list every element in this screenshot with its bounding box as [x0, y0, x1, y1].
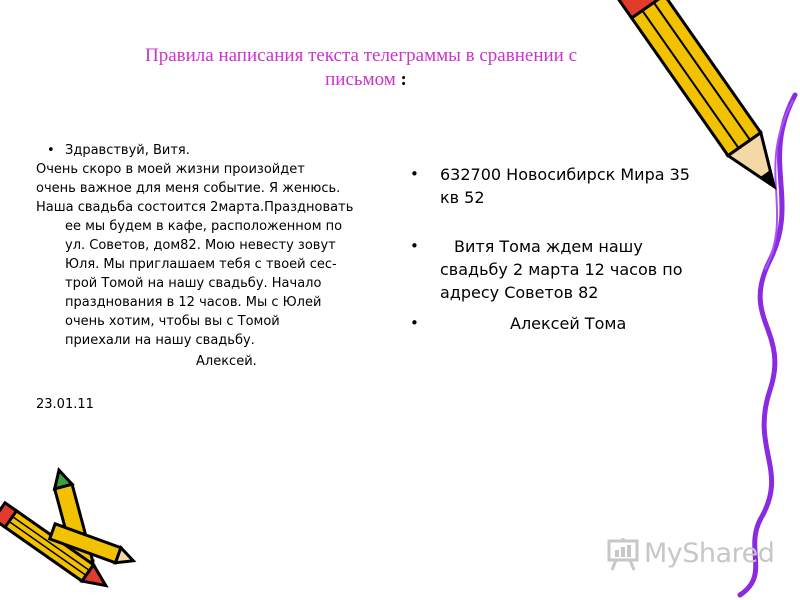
telegram-address-item	[410, 163, 710, 209]
telegram-signature: Алексей Тома	[510, 314, 627, 333]
bullet-icon: •	[410, 237, 419, 255]
title-line-1: Правила написания текста телеграммы в сравнении с	[145, 45, 577, 66]
letter-paragraph-line: очень хотим, чтобы вы с Томой	[65, 314, 280, 329]
letter-paragraph-line: празднования в 12 часов. Мы с Юлей	[65, 295, 322, 310]
letter-greeting-item	[36, 141, 381, 160]
watermark-text: MyShared	[644, 538, 775, 569]
telegram-message-item	[410, 235, 710, 304]
letter-column	[36, 141, 381, 414]
letter-paragraph-line: Наша свадьба состоится 2марта.Праздновать	[36, 200, 354, 215]
letter-paragraph	[36, 198, 381, 350]
letter-paragraph-line: Юля. Мы приглашаем тебя с твоей сес-	[65, 257, 337, 272]
telegram-message: Витя Тома ждем нашу свадьбу 2 марта 12 часов по адресу Советов 82	[440, 237, 683, 302]
letter-paragraph-line: приехали на нашу свадьбу.	[65, 333, 255, 348]
letter-paragraph-line: ее мы будем в кафе, расположенном по	[65, 219, 343, 234]
presentation-board-icon	[606, 536, 642, 572]
title-line-2-text: письмом	[325, 69, 396, 90]
telegram-column	[410, 163, 710, 335]
bullet-icon: •	[410, 165, 419, 183]
letter-paragraph-line: трой Томой на нашу свадьбу. Начало	[65, 276, 322, 291]
telegram-signature-item	[410, 312, 710, 335]
letter-line: Очень скоро в моей жизни произойдет	[36, 162, 305, 177]
letter-signature: Алексей.	[196, 354, 257, 369]
letter-date: 23.01.11	[36, 397, 94, 412]
title-line-2	[96, 68, 626, 92]
title-colon: :	[400, 69, 407, 90]
slide-title	[96, 44, 626, 92]
bullet-icon: •	[47, 143, 55, 158]
letter-paragraph-line: ул. Советов, дом82. Мою невесту зовут	[65, 238, 336, 253]
letter-line: очень важное для меня событие. Я женюсь.	[36, 181, 341, 196]
letter-greeting: Здравствуй, Витя.	[65, 143, 190, 158]
bullet-icon: •	[410, 314, 419, 332]
telegram-address: 632700 Новосибирск Мира 35 кв 52	[440, 165, 690, 207]
